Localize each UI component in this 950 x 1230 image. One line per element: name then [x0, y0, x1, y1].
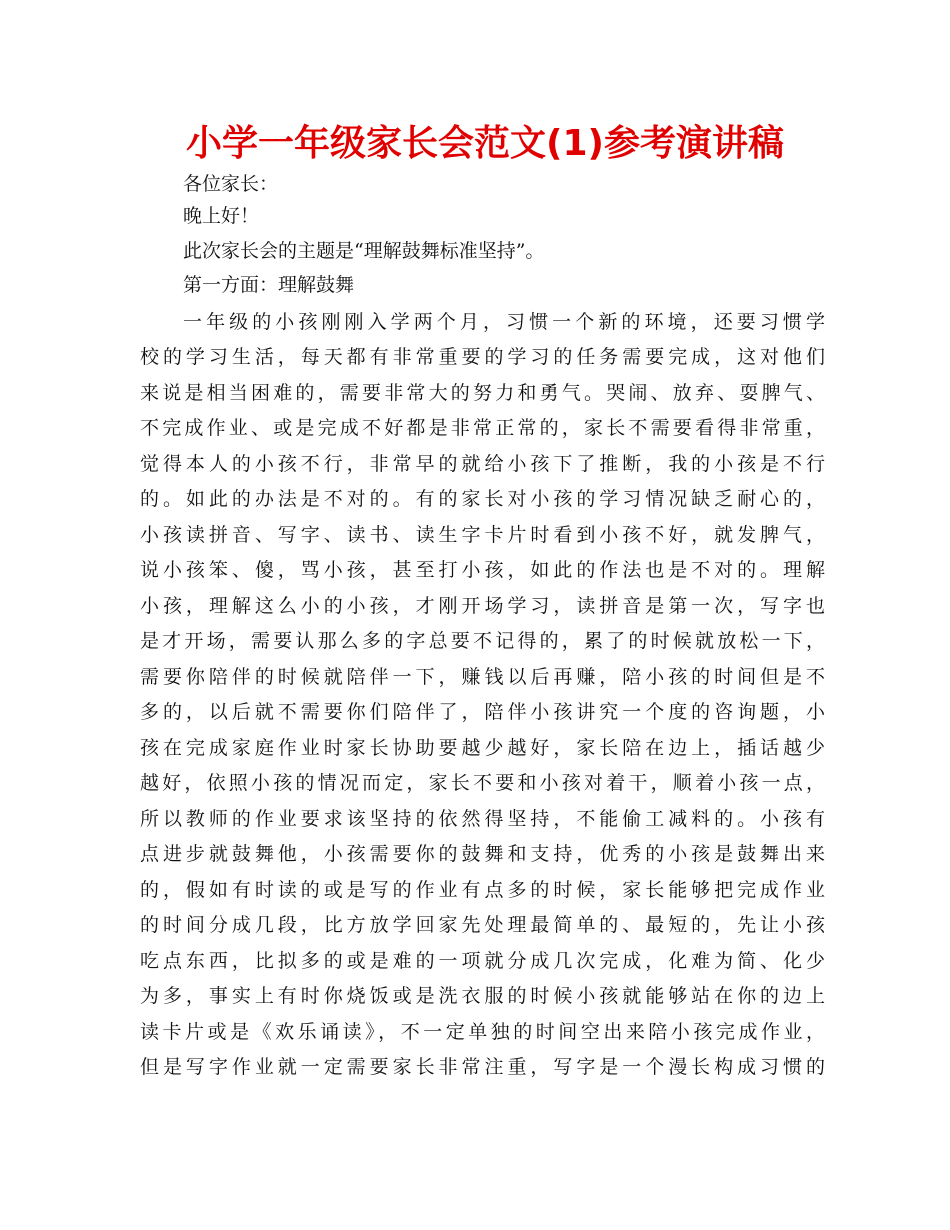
- paragraph-line: 为多，事实上有时你烧饭或是洗衣服的时候小孩就能够站在你的边上: [140, 985, 825, 1007]
- paragraph-line: 来说是相当困难的，需要非常大的努力和勇气。哭闹、放弃、耍脾气、: [140, 382, 825, 404]
- paragraph-line: 说小孩笨、傻，骂小孩，甚至打小孩，如此的作法也是不对的。理解: [140, 559, 825, 581]
- section-heading: 第一方面：理解鼓舞: [183, 274, 355, 296]
- paragraph-line: 需要你陪伴的时候就陪伴一下，赚钱以后再赚，陪小孩的时间但是不: [140, 666, 825, 688]
- paragraph-line: 小孩，理解这么小的小孩，才刚开场学习，读拼音是第一次，写字也: [140, 595, 825, 617]
- paragraph-line: 点进步就鼓舞他，小孩需要你的鼓舞和支持，优秀的小孩是鼓舞出来: [140, 843, 825, 865]
- theme-line: 此次家长会的主题是“理解鼓舞标准坚持”。: [183, 240, 545, 262]
- paragraph-line: 小孩读拼音、写字、读书、读生字卡片时看到小孩不好，就发脾气，: [140, 524, 825, 546]
- paragraph-line: 吃点东西，比拟多的或是难的一项就分成几次完成，化难为简、化少: [140, 950, 825, 972]
- paragraph-line: 的。如此的办法是不对的。有的家长对小孩的学习情况缺乏耐心的，: [140, 488, 825, 510]
- paragraph-line: 但是写字作业就一定需要家长非常注重，写字是一个漫长构成习惯的: [140, 1056, 825, 1078]
- paragraph-line: 不完成作业、或是完成不好都是非常正常的，家长不需要看得非常重，: [140, 417, 825, 439]
- paragraph-line: 越好，依照小孩的情况而定，家长不要和小孩对着干，顺着小孩一点，: [140, 772, 825, 794]
- paragraph-line: 校的学习生活，每天都有非常重要的学习的任务需要完成，这对他们: [140, 346, 825, 368]
- paragraph-line: 读卡片或是《欢乐诵读》，不一定单独的时间空出来陪小孩完成作业，: [140, 1021, 825, 1043]
- paragraph-line: 孩在完成家庭作业时家长协助要越少越好，家长陪在边上，插话越少: [140, 737, 825, 759]
- paragraph-line: 所以教师的作业要求该坚持的依然得坚持，不能偷工减料的。小孩有: [140, 808, 825, 830]
- document-title: 小学一年级家长会范文(1)参考演讲稿: [186, 123, 784, 164]
- greeting-line: 各位家长：: [183, 173, 279, 195]
- paragraph-line: 一年级的小孩刚刚入学两个月，习惯一个新的环境，还要习惯学: [183, 311, 825, 333]
- paragraph-line: 的，假如有时读的或是写的作业有点多的时候，家长能够把完成作业: [140, 879, 825, 901]
- paragraph-line: 是才开场，需要认那么多的字总要不记得的，累了的时候就放松一下，: [140, 630, 825, 652]
- paragraph-line: 多的，以后就不需要你们陪伴了，陪伴小孩讲究一个度的咨询题，小: [140, 701, 825, 723]
- salutation-line: 晚上好！: [183, 205, 260, 227]
- paragraph-line: 觉得本人的小孩不行，非常早的就给小孩下了推断，我的小孩是不行: [140, 453, 825, 475]
- paragraph-line: 的时间分成几段，比方放学回家先处理最简单的、最短的，先让小孩: [140, 914, 825, 936]
